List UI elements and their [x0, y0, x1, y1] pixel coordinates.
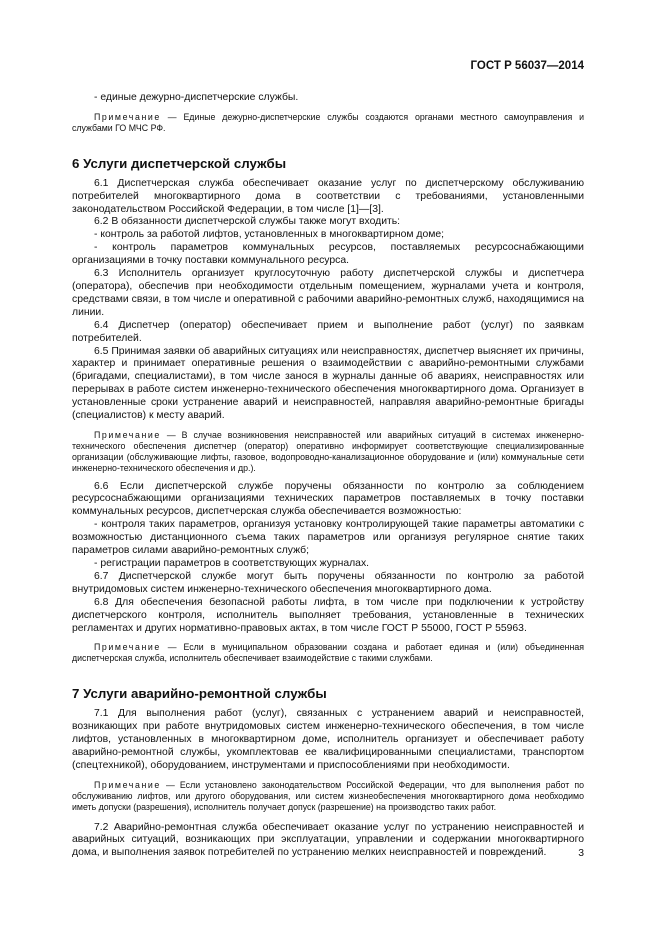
note-text: — В случае возникновения неисправностей или аварийных ситуаций в системах инженерно-технического обеспечения диспетчер (оператор) оперативно информирует соответствующие специализированные организации (обслуживающие лифты, газовое, водопроводно-канализационное оборудование и (или) коммунальные сети инженерно-технического обеспечения и др.).: [72, 429, 584, 473]
paragraph: 6.6 Если диспетчерской службе поручены обязанности по контролю за соблюдением ресурсоснабжающими организациями технических параметров поставляемых в точку поставки коммунальных ресурсов, диспетчерская служба обеспечивается возможностью:: [72, 480, 584, 518]
note: [72, 430, 584, 474]
paragraph: - контроля таких параметров, организуя установку контролирующей такие параметры автоматики с возможностью дистанционного съема таких параметров или организуя регулярное снятие таких параметров силами аварийно-ремонтных служб;: [72, 519, 584, 557]
note-label: Примечание: [94, 779, 161, 790]
paragraph: - регистрации параметров в соответствующих журналах.: [94, 558, 370, 569]
paragraph: - контроль за работой лифтов, установленных в многоквартирном доме;: [94, 229, 445, 241]
note: [72, 642, 584, 664]
note-label: Примечание: [94, 642, 161, 653]
paragraph: 6.8 Для обеспечения безопасной работы лифта, в том числе при подключении к устройству диспетчерского контроля, исполнитель выполняет требования, установленные в технических регламентах и других нормативно-правовых актах, в том числе ГОСТ Р 55000, ГОСТ Р 55963.: [72, 596, 584, 634]
section-heading: 6 Услуги диспетчерской службы: [72, 155, 287, 171]
paragraph: 6.3 Исполнитель организует круглосуточную работу диспетчерской службы и диспетчера (оператора), обеспечив при необходимости отдельным помещением, журналами учета и контроля, средствами связи, в том числе и оперативной с рабочими аварийно-ремонтных служб, находящимися на линии.: [72, 268, 584, 318]
page-body: [72, 92, 584, 860]
page-number: 3: [578, 848, 584, 859]
paragraph: 6.2 В обязанности диспетчерской службы также могут входить:: [94, 216, 401, 228]
note-label: Примечание: [94, 429, 161, 440]
paragraph: - контроль параметров коммунальных ресурсов, поставляемых ресурсоснабжающими организациями в точку поставки коммунального ресурса.: [72, 242, 584, 267]
paragraph: 7.2 Аварийно-ремонтная служба обеспечивает оказание услуг по устранению неисправностей и аварийных ситуаций, возникающих при эксплуатации, управлении и содержании многоквартирного дома, и выполнения заявок потребителей по устранению мелких неисправностей и повреждений.: [72, 821, 584, 859]
note-text: — Если в муниципальном образовании создана и работает единая и (или) объединенная диспетчерская служба, исполнитель обеспечивает взаимодействие с такими службами.: [72, 642, 584, 664]
note: [72, 112, 584, 134]
note-text: — Единые дежурно-диспетчерские службы создаются органами местного самоуправления и службами ГО МЧС РФ.: [72, 111, 584, 133]
section-heading: 7 Услуги аварийно-ремонтной службы: [72, 686, 327, 702]
note-text: — Если установлено законодательством Российской Федерации, что для выполнения работ по обслуживанию лифтов, или другого оборудования, или систем жизнеобеспечения многоквартирного дома необходимо иметь допуски (разрешения), исполнитель получает допуск (разрешение) на производство таких работ.: [72, 779, 584, 812]
note-label: Примечание: [94, 111, 161, 122]
paragraph: 6.4 Диспетчер (оператор) обеспечивает прием и выполнение работ (услуг) по заявкам потребителей.: [72, 319, 584, 344]
document-standard-number: ГОСТ Р 56037—2014: [470, 60, 584, 72]
paragraph: - единые дежурно-диспетчерские службы.: [94, 92, 299, 103]
paragraph: 7.1 Для выполнения работ (услуг), связанных с устранением аварий и неисправностей, возникающих при работе внутридомовых систем инженерно-технического обеспечения, в том числе лифтов, установленных в многоквартирном доме, исполнитель организует и обеспечивает работу аварийно-ремонтной службы, укомплектовав ее квалифицированными специалистами, транспортом (спецтехникой), оборудованием, инструментами и приспособлениями при необходимости.: [72, 708, 584, 771]
paragraph: 6.7 Диспетчерской службе могут быть поручены обязанности по контролю за работой внутридомовых систем инженерно-технического обеспечения многоквартирного дома.: [72, 570, 584, 595]
note: [72, 780, 584, 813]
paragraph: 6.1 Диспетчерская служба обеспечивает оказание услуг по диспетчерскому обслуживанию потребителей многоквартирного дома в соответствии с требованиями, установленными законодательством Российской Федерации, в том числе [1]—[3].: [72, 177, 584, 215]
paragraph: 6.5 Принимая заявки об аварийных ситуациях или неисправностях, диспетчер выясняет их причины, характер и принимает оперативные решения о взаимодействии с аварийно-ремонтными службами (бригадами, специалистами), в том числе занося в журналы данные об авариях, неисправностях или перерывах в работе систем инженерно-технического обеспечения многоквартирного дома. Организует в установленные сроки устранение аварий и неисправностей, направляя аварийно-ремонтные бригады (специалистов) к месту аварий.: [72, 345, 584, 422]
